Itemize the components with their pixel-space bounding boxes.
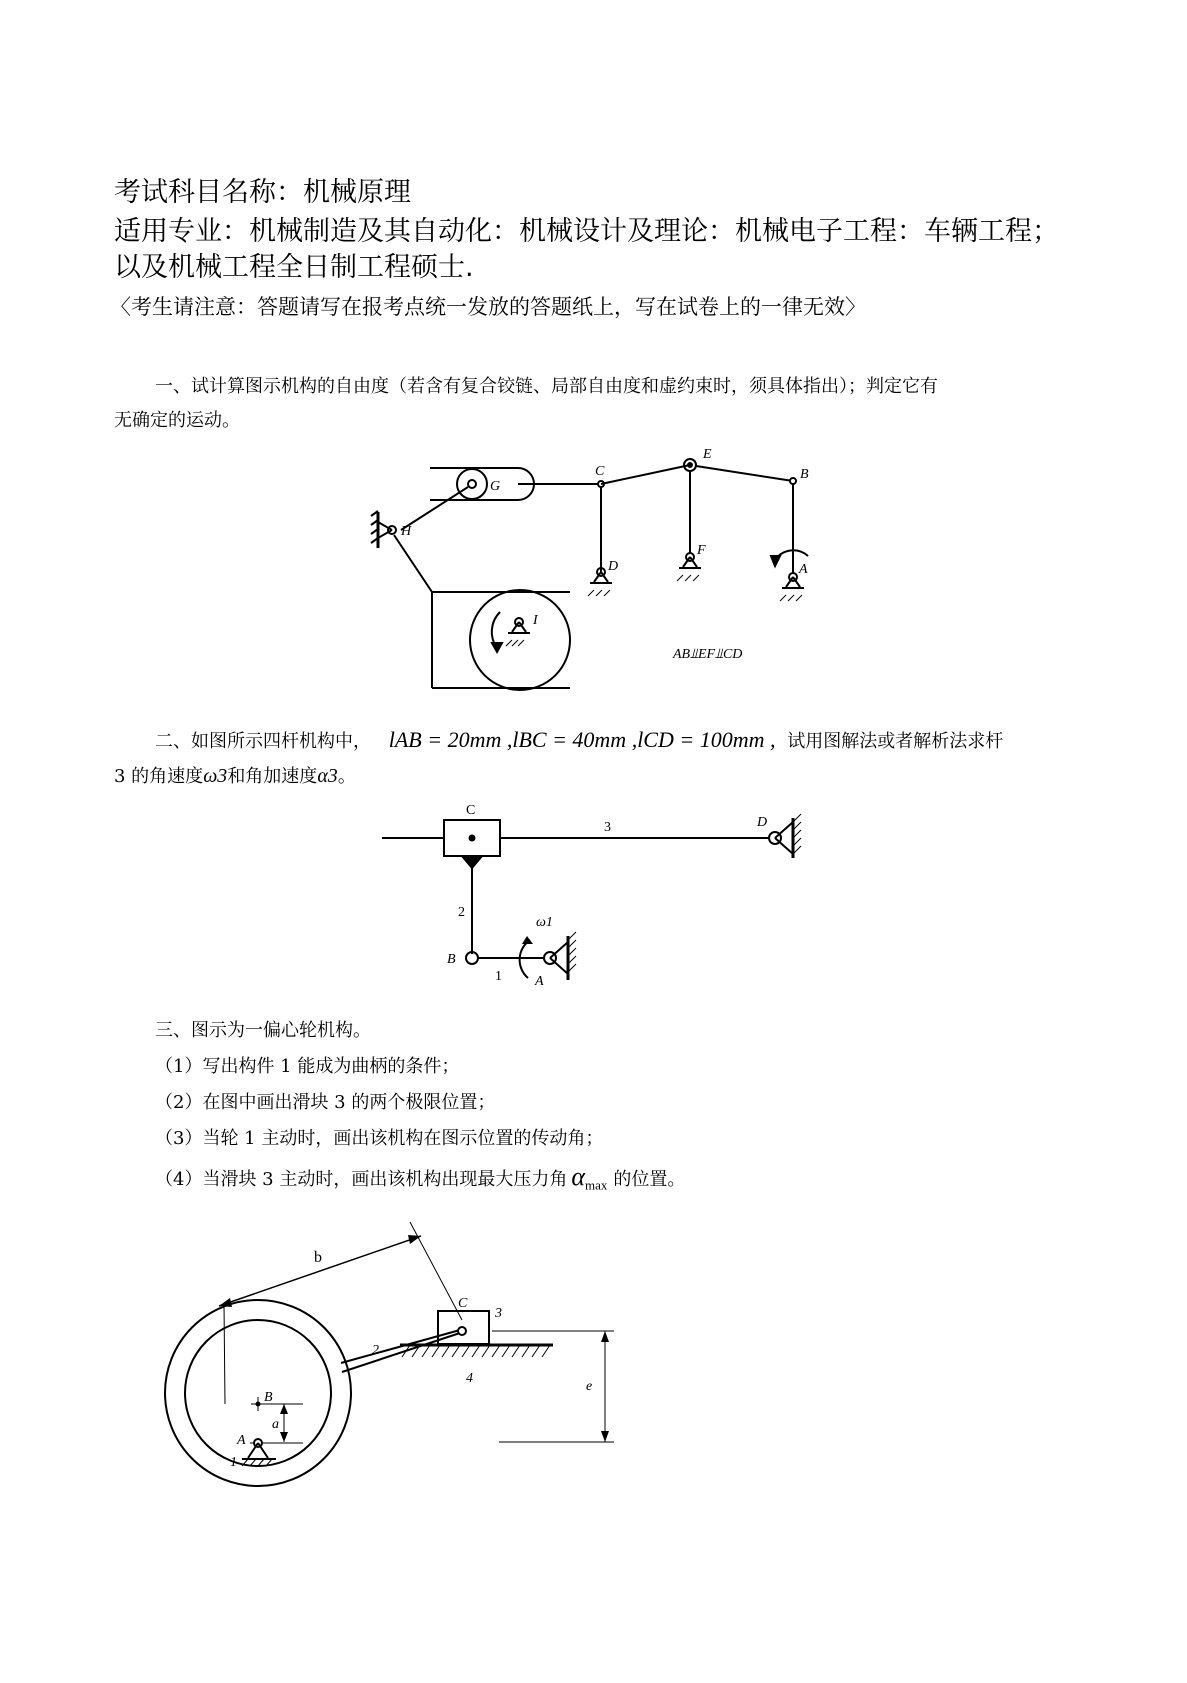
q3-label-2: 2 (372, 1343, 379, 1358)
q1-text-line2: 无确定的运动。 (114, 410, 240, 431)
majors-line-1: 适用专业：机械制造及其自动化：机械设计及理论：机械电子工程：车辆工程； (114, 216, 1059, 247)
q1-label-C: C (595, 464, 605, 479)
majors-line-2: 以及机械工程全日制工程硕士. (114, 252, 474, 283)
q3-label-b: b (314, 1249, 322, 1266)
q1-label-I: I (533, 613, 538, 628)
q3-item-4: （4）当滑块 3 主动时，画出该机构出现最大压力角 $\alpha_{max}$ 的位置。 (155, 1162, 686, 1193)
q3-label-A: A (237, 1433, 246, 1448)
q3-label-1: 1 (230, 1455, 237, 1470)
subject-title: 考试科目名称：机械原理 (114, 177, 411, 208)
q3-label-a: a (272, 1417, 279, 1432)
q2-label-D: D (757, 815, 768, 830)
q1-label-D: D (608, 559, 619, 574)
q2-text-line2: 3 的角速度ω3和角加速度α3。 (114, 765, 356, 787)
q3-item-2: （2）在图中画出滑块 3 的两个极限位置； (155, 1092, 496, 1113)
q1-label-B: B (800, 467, 809, 482)
q3-label-3: 3 (495, 1306, 502, 1321)
q1-label-G: G (490, 479, 501, 494)
q3-label-B: B (264, 1390, 273, 1405)
q3-alpha-max: α (571, 1162, 586, 1191)
q3-title: 三、图示为一偏心轮机构。 (155, 1020, 371, 1041)
q2-label-2: 2 (458, 905, 465, 920)
q1-label-F: F (697, 543, 706, 558)
q1-label-E: E (703, 447, 712, 462)
q1-text-line1: 一、试计算图示机构的自由度（若含有复合铰链、局部自由度和虚约束时，须具体指出）；判定它有 (155, 376, 938, 397)
q2-alpha3: α3 (317, 765, 338, 787)
q2-label-C: C (466, 803, 476, 818)
q2-label-1: 1 (495, 969, 502, 984)
q3-label-e: e (586, 1379, 593, 1394)
q2-label-3: 3 (604, 820, 611, 835)
q2-label-omega1: ω1 (536, 915, 553, 930)
q2-label-B: B (447, 952, 456, 967)
q1-label-A: A (799, 562, 808, 577)
q1-note: AB⫫EF⫫CD (673, 647, 743, 662)
q3-item-1: （1）写出构件 1 能成为曲柄的条件； (155, 1056, 460, 1077)
q3-label-C: C (458, 1296, 468, 1311)
exam-notice: 〈考生请注意：答题请写在报考点统一发放的答题纸上，写在试卷上的一律无效〉 (110, 295, 866, 319)
q3-item-3: （3）当轮 1 主动时，画出该机构在图示位置的传动角； (155, 1128, 604, 1149)
q3-label-4: 4 (466, 1371, 473, 1386)
q2-text-line1: 二、如图所示四杆机构中， lAB = 20mm ,lBC = 40mm ,lCD = 100mm , 试用图解法或者解析法求杆 (155, 727, 1004, 752)
q1-label-H: H (401, 524, 412, 539)
q2-label-A: A (535, 974, 544, 989)
q2-lengths-formula: lAB = 20mm ,lBC = 40mm ,lCD = 100mm , (388, 727, 776, 752)
q2-omega3: ω3 (203, 765, 228, 787)
